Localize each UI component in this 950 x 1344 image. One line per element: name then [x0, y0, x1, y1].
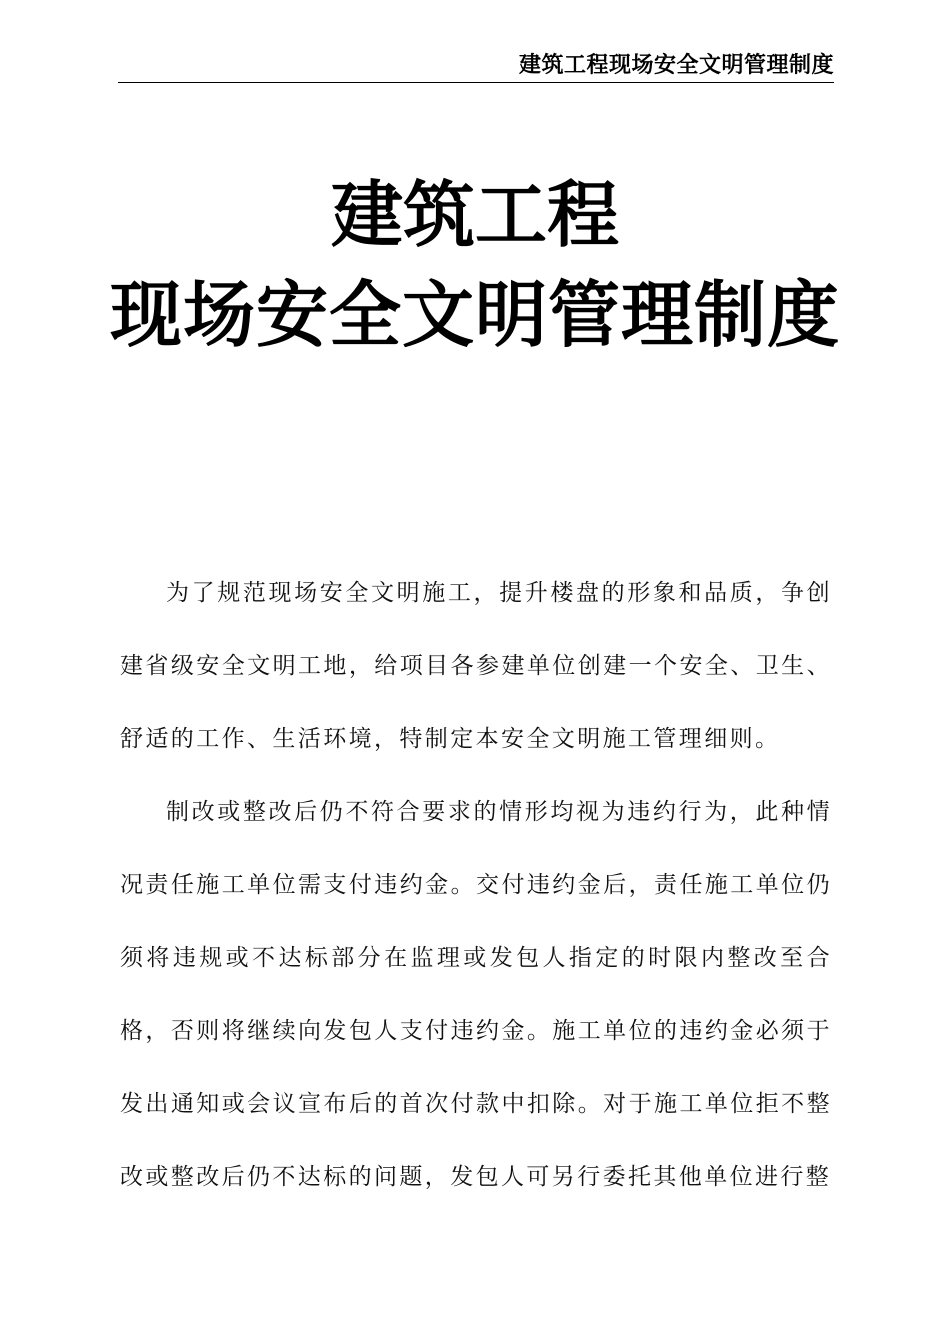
title-line-1: 建筑工程	[330, 173, 619, 257]
running-header: 建筑工程现场安全文明管理制度	[118, 50, 834, 83]
body-text	[120, 557, 832, 1214]
document-title	[0, 165, 950, 365]
paragraph-intro: 为了规范现场安全文明施工，提升楼盘的形象和品质，争创建省级安全文明工地，给项目各参建单位创建一个安全、卫生、舒适的工作、生活环境，特制定本安全文明施工管理细则。	[120, 580, 832, 752]
paragraph-violation: 制改或整改后仍不符合要求的情形均视为违约行为，此种情况责任施工单位需支付违约金。交付违约金后，责任施工单位仍须将违规或不达标部分在监理或发包人指定的时限内整改至合格，否则将继续向发包人支付违约金。施工单位的违约金必须于发出通知或会议宣布后的首次付款中扣除。对于施工单位拒不整改或整改后仍不达标的问题，发包人可另行委托其他单位进行整	[120, 799, 832, 1190]
title-line-2: 现场安全文明管理制度	[109, 273, 840, 357]
